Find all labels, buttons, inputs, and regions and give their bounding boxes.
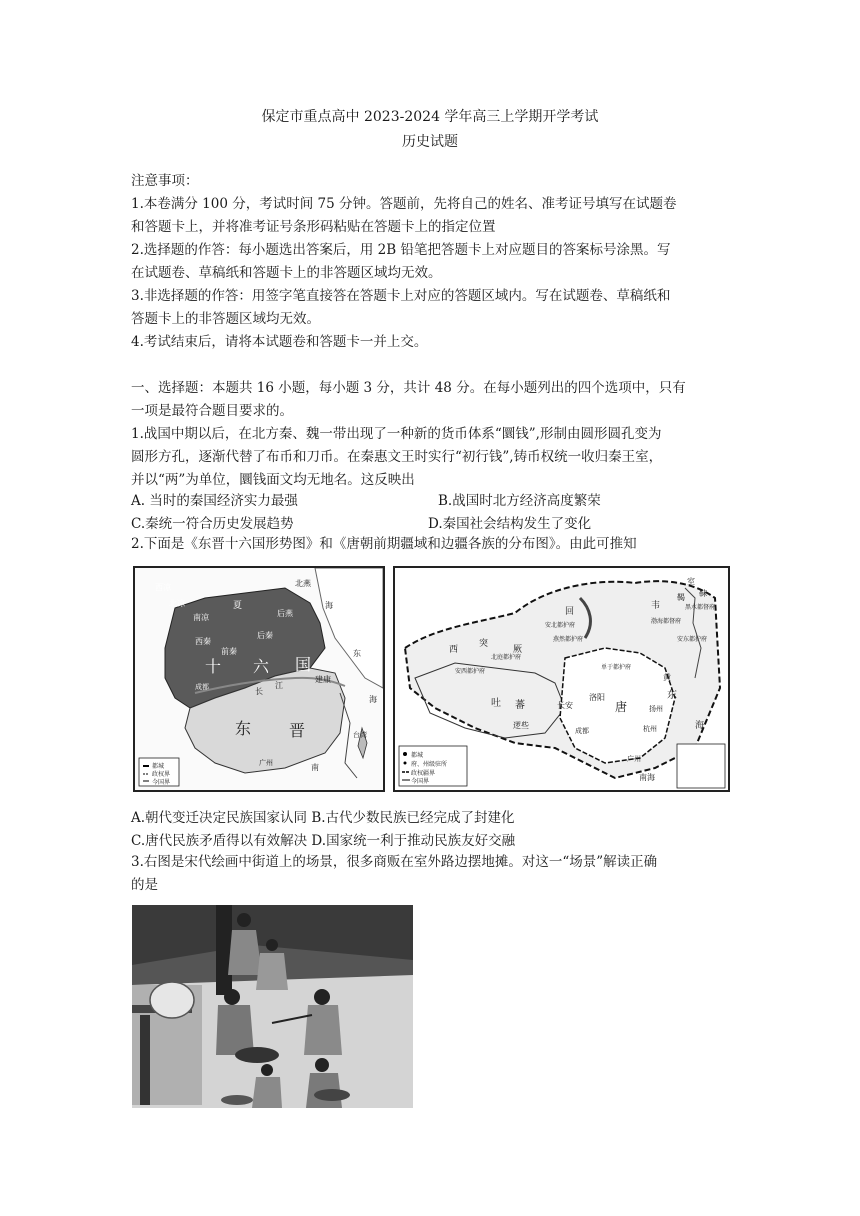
map-label: 前秦 [221,647,237,656]
map-label: 西秦 [195,637,211,646]
map-label: 扬州 [649,705,663,713]
map-label: 后燕 [277,609,293,618]
map-label: 安东都护府 [677,636,708,643]
map-label: 蕃 [515,700,525,711]
notice-line: 4.考试结束后，请将本试题卷和答题卡一并上交。 [131,334,428,350]
option-b: B.战国时北方经济高度繁荣 [438,493,601,509]
map-label: 东 [235,719,252,738]
notice-line: 1.本卷满分 100 分，考试时间 75 分钟。答题前，先将自己的姓名、准考证号填写在试题卷 [131,196,677,212]
map-label: 东 [353,649,361,658]
map-eastern-jin [133,566,385,792]
question-stem: 2.下面是《东晋十六国形势图》和《唐朝前期疆域和边疆各族的分布图》。由此可推知 [131,536,637,552]
map-label: 杭州 [643,725,657,733]
map-label: 韦 [651,601,661,611]
map-legend-item: 都城 [152,763,165,770]
exam-subtitle: 历史试题 [402,134,458,150]
option-d: D.秦国社会结构发生了变化 [428,516,592,532]
map-label: 夏 [233,601,243,611]
map-label: 南 [311,763,319,772]
notice-line: 和答题卡上，并将准考证号条形码粘贴在答题卡上的指定位置 [131,219,496,235]
map-label: 回 [565,607,575,617]
map-label: 广州 [259,759,273,767]
map-legend-item: 政权界 [152,771,171,778]
notice-line: 3.非选择题的作答：用签字笔直接答在答题卡上对应的答题区域内。写在试题卷、草稿纸和 [131,288,671,304]
map-tang-territory [393,566,730,792]
map-label: 海 [369,695,377,704]
question-stem: 并以“两”为单位，圜钱面文均无地名。这反映出 [131,472,415,488]
map-label: 国 [295,655,312,674]
map-label: 后秦 [257,631,273,640]
map-label: 成都 [575,727,589,735]
notice-line: 2.选择题的作答：每小题选出答案后，用 2B 铅笔把答题卡上对应题目的答案标号涂黑。写 [131,242,671,258]
map-label: 东 [667,690,677,701]
map-label: 黄 [663,673,671,682]
question-stem: 3.右图是宋代绘画中街道上的场景，很多商贩在室外路边摆地摊。对这一“场景”解读正确 [131,854,658,870]
map-label: 海 [695,721,705,731]
map-label: 室 [687,577,695,586]
map-legend-item: 都城 [411,752,424,759]
map-label: 晋 [289,721,306,740]
map-label: 单于都护府 [601,664,632,671]
map-label: 北燕 [295,579,311,588]
map-label: 燕然都护府 [553,636,584,643]
map-label: 西 [449,645,459,655]
notice-line: 答题卡上的非答题区域均无效。 [131,311,320,327]
map-label: 江 [275,681,283,690]
exam-title: 保定市重点高中 2023-2024 学年高三上学期开学考试 [261,109,599,125]
question-stem: 的是 [131,877,158,893]
song-street-painting [132,905,413,1108]
question-stem: 1.战国中期以后，在北方秦、魏一带出现了一种新的货币体系“圜钱”,形制由圆形圆孔变为 [131,426,662,442]
painting-graphic [132,905,413,1108]
notice-line: 在试题卷、草稿纸和答题卡上的非答题区域均无效。 [131,265,442,281]
section-heading: 一、选择题：本题共 16 小题，每小题 3 分，共计 48 分。在每小题列出的四个选项中，只有 [131,380,686,396]
map-label: 黑水都督府 [685,604,716,611]
map-label: 洛阳 [589,693,605,702]
map-legend-item: 府、州级驻所 [411,761,448,768]
map-label: 北庭都护府 [491,654,522,661]
map-label: 厥 [513,645,523,655]
notice-heading: 注意事项： [131,173,199,189]
map-legend-item: 政权疆界 [411,770,436,777]
map-label: 吐 [491,698,501,709]
map-label: 建康 [315,675,331,684]
map-label: 逻些 [513,721,529,730]
map-label: 长安 [557,701,573,710]
map-label: 南凉 [193,613,209,622]
map-label: 十 [205,657,222,676]
map-label: 台湾 [353,731,367,739]
map-label: 海 [325,601,333,610]
map-label: 六 [253,657,270,676]
map-label: 南海 [639,773,655,782]
map-label: 突 [479,639,489,649]
section-heading: 一项是最符合题目要求的。 [131,403,293,419]
map-label: 安西都护府 [455,668,486,675]
map-label: 渤海都督府 [651,618,682,625]
map-label: 安北都护府 [545,622,576,629]
map-label: 广州 [627,755,641,763]
map-label: 成都 [195,683,209,691]
map-label: 靺 [699,589,707,598]
option-c: C.秦统一符合历史发展趋势 [131,516,294,532]
map-label: 西凉 [155,583,171,592]
option-a: A. 当时的秦国经济实力最强 [131,493,298,509]
question-stem: 圆形方孔，逐渐代替了布币和刀币。在秦惠文王时实行“初行钱”,铸币权统一收归秦王室， [131,449,663,465]
map-label: 长 [255,687,263,696]
map-label: 唐 [615,700,628,714]
map-legend-item: 今国界 [152,779,171,786]
map-label: 北凉 [169,599,185,608]
option-cd: C.唐代民族矛盾得以有效解决 D.国家统一利于推动民族友好交融 [131,833,516,849]
map-legend-item: 今国界 [411,778,430,785]
map-label: 鞨 [677,593,685,602]
option-ab: A.朝代变迁决定民族国家认同 B.古代少数民族已经完成了封建化 [131,810,515,826]
